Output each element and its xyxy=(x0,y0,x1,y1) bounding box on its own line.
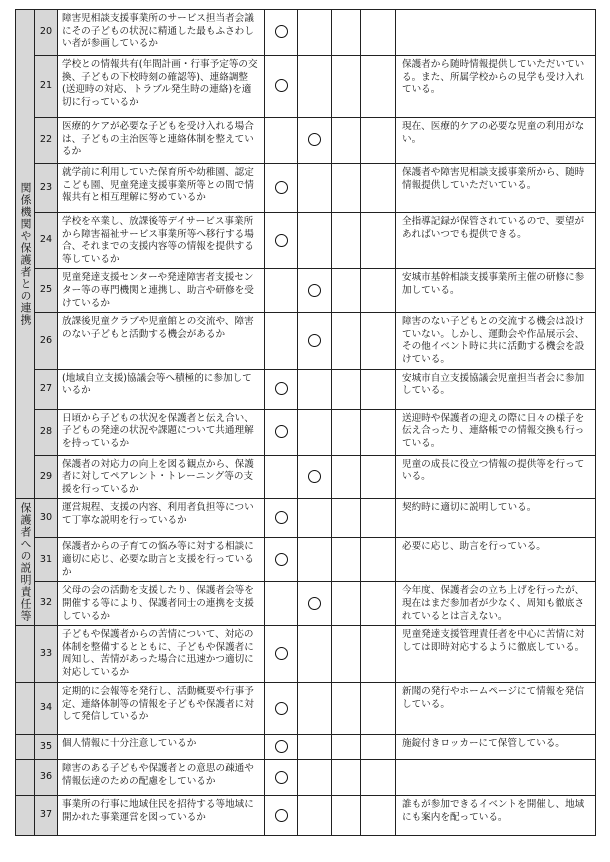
rating-cell-2[interactable] xyxy=(298,409,332,455)
circle-mark-icon xyxy=(308,284,321,297)
category-cell-empty xyxy=(16,760,35,796)
note-text: 全指導記録が保管されているので、要望があればいつでも提供できる。 xyxy=(396,213,596,269)
rating-cell-1[interactable] xyxy=(265,626,298,683)
table-row xyxy=(16,455,596,499)
rating-cell-2[interactable] xyxy=(298,369,332,409)
rating-cell-2[interactable] xyxy=(298,582,332,626)
rating-cell-3[interactable] xyxy=(332,118,361,164)
rating-cell-4[interactable] xyxy=(361,796,396,836)
table-row xyxy=(16,213,596,269)
circle-mark-icon xyxy=(275,382,288,395)
note-text: 安城市基幹相談支援事業所主催の研修に参加している。 xyxy=(396,269,596,313)
rating-cell-3[interactable] xyxy=(332,409,361,455)
table-row xyxy=(16,118,596,164)
table-row xyxy=(16,683,596,735)
item-number: 31 xyxy=(35,538,58,582)
item-text: 児童発達支援センターや発達障害者支援センター等の専門機関と連携し、助言や研修を受けているか xyxy=(58,269,265,313)
table-row xyxy=(16,56,596,118)
rating-cell-4[interactable] xyxy=(361,313,396,369)
table-row xyxy=(16,626,596,683)
rating-cell-4[interactable] xyxy=(361,164,396,213)
category-cell xyxy=(16,10,35,499)
circle-mark-icon xyxy=(275,647,288,660)
rating-cell-1[interactable] xyxy=(265,56,298,118)
note-text: 保護者から随時情報提供していただいている。また、所属学校からの見学も受け入れている。 xyxy=(396,56,596,118)
item-text: 保護者からの子育ての悩み等に対する相談に適切に応じ、必要な助言と支援を行っているか xyxy=(58,538,265,582)
item-number: 36 xyxy=(35,760,58,796)
rating-cell-2[interactable] xyxy=(298,56,332,118)
checklist-table xyxy=(15,9,596,836)
rating-cell-1[interactable] xyxy=(265,369,298,409)
rating-cell-1[interactable] xyxy=(265,760,298,796)
table-row xyxy=(16,10,596,56)
rating-cell-2[interactable] xyxy=(298,10,332,56)
rating-cell-4[interactable] xyxy=(361,760,396,796)
rating-cell-4[interactable] xyxy=(361,213,396,269)
item-text: 障害のある子どもや保護者との意思の疎通や情報伝達のための配慮をしているか xyxy=(58,760,265,796)
item-number: 22 xyxy=(35,118,58,164)
item-number: 32 xyxy=(35,582,58,626)
rating-cell-2[interactable] xyxy=(298,538,332,582)
table-row xyxy=(16,796,596,836)
rating-cell-2[interactable] xyxy=(298,499,332,538)
item-number: 29 xyxy=(35,455,58,499)
rating-cell-4[interactable] xyxy=(361,56,396,118)
rating-cell-4[interactable] xyxy=(361,118,396,164)
circle-mark-icon xyxy=(308,597,321,610)
circle-mark-icon xyxy=(275,771,288,784)
rating-cell-4[interactable] xyxy=(361,10,396,56)
rating-cell-3[interactable] xyxy=(332,455,361,499)
rating-cell-3[interactable] xyxy=(332,56,361,118)
circle-mark-icon xyxy=(275,79,288,92)
rating-cell-1[interactable] xyxy=(265,213,298,269)
note-text xyxy=(396,760,596,796)
table-row xyxy=(16,582,596,626)
rating-cell-3[interactable] xyxy=(332,796,361,836)
note-text: 契約時に適切に説明している。 xyxy=(396,499,596,538)
rating-cell-2[interactable] xyxy=(298,164,332,213)
circle-mark-icon xyxy=(308,470,321,483)
rating-cell-3[interactable] xyxy=(332,538,361,582)
note-text: 今年度、保護者会の立ち上げを行ったが、現在はまだ参加者が少なく、周知も徹底されているとは言えない。 xyxy=(396,582,596,626)
rating-cell-4[interactable] xyxy=(361,269,396,313)
note-text: 誰もが参加できるイベントを開催し、地域にも案内を配っている。 xyxy=(396,796,596,836)
item-text: 定期的に会報等を発行し、活動概要や行事予定、連絡体制等の情報を子どもや保護者に対して発信しているか xyxy=(58,683,265,735)
rating-cell-3[interactable] xyxy=(332,735,361,760)
rating-cell-2[interactable] xyxy=(298,118,332,164)
rating-cell-1[interactable] xyxy=(265,313,298,369)
category-cell-empty xyxy=(16,735,35,760)
item-text: (地域自立支援)協議会等へ積極的に参加しているか xyxy=(58,369,265,409)
rating-cell-4[interactable] xyxy=(361,409,396,455)
item-number: 26 xyxy=(35,313,58,369)
rating-cell-3[interactable] xyxy=(332,269,361,313)
table-row xyxy=(16,735,596,760)
item-number: 20 xyxy=(35,10,58,56)
item-text: 就学前に利用していた保育所や幼稚園、認定こども園、児童発達支援事業所等との間で情報共有と相互理解に努めているか xyxy=(58,164,265,213)
rating-cell-4[interactable] xyxy=(361,683,396,735)
item-number: 21 xyxy=(35,56,58,118)
category-label: 関係機関や保護者との連携 xyxy=(19,182,32,327)
category-cell-empty xyxy=(16,683,35,735)
category-label: 保護者への説明責任等 xyxy=(19,502,32,623)
item-number: 35 xyxy=(35,735,58,760)
rating-cell-4[interactable] xyxy=(361,538,396,582)
table-row xyxy=(16,269,596,313)
item-text: 子どもや保護者からの苦情について、対応の体制を整備するとともに、子どもや保護者に周知し、苦情があった場合に迅速かつ適切に対応しているか xyxy=(58,626,265,683)
item-number: 25 xyxy=(35,269,58,313)
rating-cell-1[interactable] xyxy=(265,409,298,455)
rating-cell-4[interactable] xyxy=(361,499,396,538)
table-row xyxy=(16,760,596,796)
item-text: 事業所の行事に地域住民を招待する等地域に開かれた事業運営を図っているか xyxy=(58,796,265,836)
rating-cell-3[interactable] xyxy=(332,369,361,409)
rating-cell-2[interactable] xyxy=(298,796,332,836)
table-row xyxy=(16,409,596,455)
rating-cell-1[interactable] xyxy=(265,735,298,760)
item-number: 33 xyxy=(35,626,58,683)
rating-cell-2[interactable] xyxy=(298,760,332,796)
circle-mark-icon xyxy=(308,334,321,347)
item-text: 医療的ケアが必要な子どもを受け入れる場合は、子どもの主治医等と連絡体制を整えているか xyxy=(58,118,265,164)
rating-cell-3[interactable] xyxy=(332,313,361,369)
rating-cell-3[interactable] xyxy=(332,213,361,269)
circle-mark-icon xyxy=(275,25,288,38)
note-text: 必要に応じ、助言を行っている。 xyxy=(396,538,596,582)
item-text: 放課後児童クラブや児童館との交流や、障害のない子どもと活動する機会があるか xyxy=(58,313,265,369)
note-text: 新聞の発行やホームページにて情報を発信している。 xyxy=(396,683,596,735)
rating-cell-1[interactable] xyxy=(265,538,298,582)
rating-cell-2[interactable] xyxy=(298,213,332,269)
note-text: 現在、医療的ケアの必要な児童の利用がない。 xyxy=(396,118,596,164)
circle-mark-icon xyxy=(275,511,288,524)
rating-cell-1[interactable] xyxy=(265,582,298,626)
note-text: 障害のない子どもとの交流する機会は設けていない。しかし、運動会や作品展示会、その他イベント時に共に活動する機会を設けている。 xyxy=(396,313,596,369)
item-number: 24 xyxy=(35,213,58,269)
rating-cell-1[interactable] xyxy=(265,455,298,499)
note-text: 送迎時や保護者の迎えの際に日々の様子を伝え合ったり、連絡帳での情報交換も行っている。 xyxy=(396,409,596,455)
circle-mark-icon xyxy=(275,553,288,566)
rating-cell-3[interactable] xyxy=(332,499,361,538)
item-number: 30 xyxy=(35,499,58,538)
category-cell-empty xyxy=(16,796,35,836)
circle-mark-icon xyxy=(308,133,321,146)
item-number: 28 xyxy=(35,409,58,455)
rating-cell-3[interactable] xyxy=(332,683,361,735)
rating-cell-4[interactable] xyxy=(361,582,396,626)
rating-cell-2[interactable] xyxy=(298,735,332,760)
rating-cell-4[interactable] xyxy=(361,626,396,683)
rating-cell-3[interactable] xyxy=(332,582,361,626)
rating-cell-1[interactable] xyxy=(265,796,298,836)
item-text: 学校との情報共有(年間計画・行事予定等の交換、子どもの下校時刻の確認等)、連絡調整(送迎時の対応、トラブル発生時の連絡)を適切に行っているか xyxy=(58,56,265,118)
circle-mark-icon xyxy=(275,425,288,438)
rating-cell-1[interactable] xyxy=(265,499,298,538)
rating-cell-4[interactable] xyxy=(361,369,396,409)
note-text xyxy=(396,10,596,56)
item-text: 学校を卒業し、放課後等デイサービス事業所から障害福祉サービス事業所等へ移行する場合、それまでの支援内容等の情報を提供する等しているか xyxy=(58,213,265,269)
rating-cell-1[interactable] xyxy=(265,269,298,313)
circle-mark-icon xyxy=(275,809,288,822)
item-text: 個人情報に十分注意しているか xyxy=(58,735,265,760)
rating-cell-2[interactable] xyxy=(298,683,332,735)
table-row xyxy=(16,538,596,582)
item-number: 37 xyxy=(35,796,58,836)
category-cell-empty xyxy=(16,626,35,683)
rating-cell-3[interactable] xyxy=(332,760,361,796)
table-row xyxy=(16,313,596,369)
table-row xyxy=(16,164,596,213)
rating-cell-4[interactable] xyxy=(361,455,396,499)
item-text: 障害児相談支援事業所のサービス担当者会議にその子どもの状況に精通した最もふさわしい者が参画しているか xyxy=(58,10,265,56)
circle-mark-icon xyxy=(275,702,288,715)
rating-cell-2[interactable] xyxy=(298,269,332,313)
rating-cell-2[interactable] xyxy=(298,313,332,369)
note-text: 児童の成長に役立つ情報の提供等を行っている。 xyxy=(396,455,596,499)
rating-cell-2[interactable] xyxy=(298,455,332,499)
rating-cell-1[interactable] xyxy=(265,118,298,164)
circle-mark-icon xyxy=(275,740,288,753)
rating-cell-1[interactable] xyxy=(265,683,298,735)
rating-cell-3[interactable] xyxy=(332,10,361,56)
rating-cell-1[interactable] xyxy=(265,10,298,56)
item-number: 27 xyxy=(35,369,58,409)
circle-mark-icon xyxy=(275,234,288,247)
rating-cell-3[interactable] xyxy=(332,626,361,683)
rating-cell-1[interactable] xyxy=(265,164,298,213)
note-text: 児童発達支援管理責任者を中心に苦情に対しては即時対応するように徹底している。 xyxy=(396,626,596,683)
item-number: 34 xyxy=(35,683,58,735)
rating-cell-4[interactable] xyxy=(361,735,396,760)
rating-cell-3[interactable] xyxy=(332,164,361,213)
item-text: 日頃から子どもの状況を保護者と伝え合い、子どもの発達の状況や課題について共通理解を持っているか xyxy=(58,409,265,455)
item-text: 保護者の対応力の向上を図る観点から、保護者に対してペアレント・トレーニング等の支援を行っているか xyxy=(58,455,265,499)
note-text: 保護者や障害児相談支援事業所から、随時情報提供していただいている。 xyxy=(396,164,596,213)
rating-cell-2[interactable] xyxy=(298,626,332,683)
item-text: 運営規程、支援の内容、利用者負担等について丁寧な説明を行っているか xyxy=(58,499,265,538)
item-text: 父母の会の活動を支援したり、保護者会等を開催する等により、保護者同士の連携を支援しているか xyxy=(58,582,265,626)
circle-mark-icon xyxy=(275,181,288,194)
note-text: 安城市自立支援協議会児童担当者会に参加している。 xyxy=(396,369,596,409)
table-row xyxy=(16,499,596,538)
item-number: 23 xyxy=(35,164,58,213)
category-cell xyxy=(16,499,35,626)
table-row xyxy=(16,369,596,409)
note-text: 施錠付きロッカーにて保管している。 xyxy=(396,735,596,760)
